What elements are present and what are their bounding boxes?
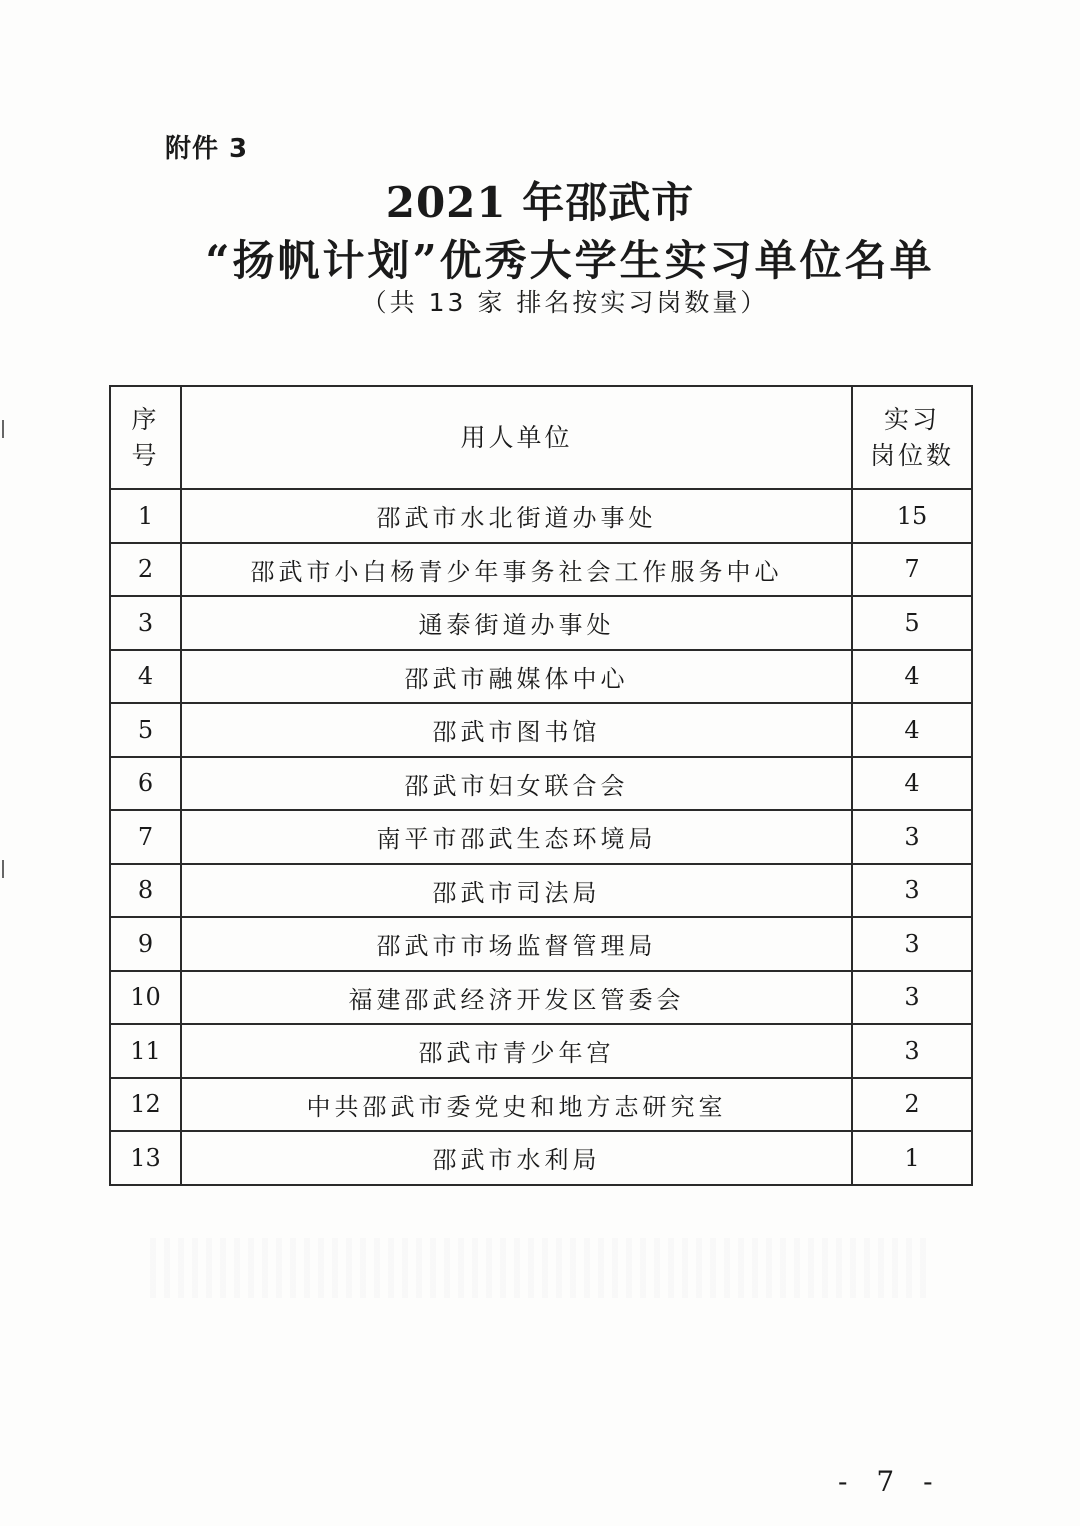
- unit-cell: 中共邵武市委党史和地方志研究室: [181, 1078, 852, 1132]
- seq-cell: 4: [110, 650, 181, 704]
- document-subtitle: （共 13 家 排名按实习岗数量）: [361, 288, 769, 317]
- seq-cell: 1: [110, 489, 181, 543]
- seq-cell: 13: [110, 1131, 181, 1185]
- table-row: [110, 810, 972, 864]
- table-row: [110, 543, 972, 597]
- unit-cell: 邵武市水利局: [181, 1131, 852, 1185]
- seq-cell: 12: [110, 1078, 181, 1132]
- document-title-line2: “扬帆计划”优秀大学生实习单位名单: [205, 236, 935, 285]
- posts-cell: 1: [852, 1131, 972, 1185]
- attachment-label: 附件 3: [165, 134, 249, 164]
- table-header-row: [110, 386, 972, 489]
- unit-cell: 邵武市图书馆: [181, 703, 852, 757]
- unit-cell: 邵武市市场监督管理局: [181, 917, 852, 971]
- page-number: - 7 -: [838, 1465, 943, 1498]
- unit-cell: 邵武市融媒体中心: [181, 650, 852, 704]
- header-posts: [852, 386, 972, 489]
- posts-cell: 3: [852, 917, 972, 971]
- posts-cell: 3: [852, 971, 972, 1025]
- table-row: [110, 917, 972, 971]
- scan-smudge: [150, 1238, 930, 1298]
- seq-cell: 6: [110, 757, 181, 811]
- document-title-line1: 2021 年邵武市: [385, 178, 695, 227]
- posts-cell: 15: [852, 489, 972, 543]
- posts-cell: 4: [852, 650, 972, 704]
- table-row: [110, 703, 972, 757]
- unit-cell: 邵武市水北街道办事处: [181, 489, 852, 543]
- unit-cell: 福建邵武经济开发区管委会: [181, 971, 852, 1025]
- header-seq-line1: 序: [131, 404, 160, 434]
- table-row: [110, 1078, 972, 1132]
- header-unit: 用人单位: [181, 386, 852, 489]
- scan-edge-mark: [2, 420, 4, 438]
- seq-cell: 7: [110, 810, 181, 864]
- unit-cell: 南平市邵武生态环境局: [181, 810, 852, 864]
- internship-units-table: [109, 385, 973, 1186]
- unit-cell: 邵武市妇女联合会: [181, 757, 852, 811]
- unit-cell: 邵武市司法局: [181, 864, 852, 918]
- table-row: [110, 650, 972, 704]
- unit-cell: 邵武市青少年宫: [181, 1024, 852, 1078]
- posts-cell: 4: [852, 703, 972, 757]
- posts-cell: 4: [852, 757, 972, 811]
- posts-cell: 2: [852, 1078, 972, 1132]
- table-row: [110, 864, 972, 918]
- posts-cell: 3: [852, 864, 972, 918]
- seq-cell: 9: [110, 917, 181, 971]
- table-row: [110, 596, 972, 650]
- scan-edge-mark: [2, 860, 4, 878]
- seq-cell: 10: [110, 971, 181, 1025]
- unit-cell: 通泰街道办事处: [181, 596, 852, 650]
- posts-cell: 3: [852, 1024, 972, 1078]
- table-row: [110, 757, 972, 811]
- seq-cell: 11: [110, 1024, 181, 1078]
- seq-cell: 5: [110, 703, 181, 757]
- seq-cell: 2: [110, 543, 181, 597]
- header-posts-line1: 实习: [883, 404, 940, 434]
- posts-cell: 3: [852, 810, 972, 864]
- header-seq-line2: 号: [131, 440, 160, 470]
- seq-cell: 8: [110, 864, 181, 918]
- header-seq: [110, 386, 181, 489]
- header-posts-line2: 岗位数: [869, 440, 954, 470]
- posts-cell: 5: [852, 596, 972, 650]
- table-row: [110, 1024, 972, 1078]
- table-row: [110, 489, 972, 543]
- table-row: [110, 1131, 972, 1185]
- table-row: [110, 971, 972, 1025]
- seq-cell: 3: [110, 596, 181, 650]
- posts-cell: 7: [852, 543, 972, 597]
- unit-cell: 邵武市小白杨青少年事务社会工作服务中心: [181, 543, 852, 597]
